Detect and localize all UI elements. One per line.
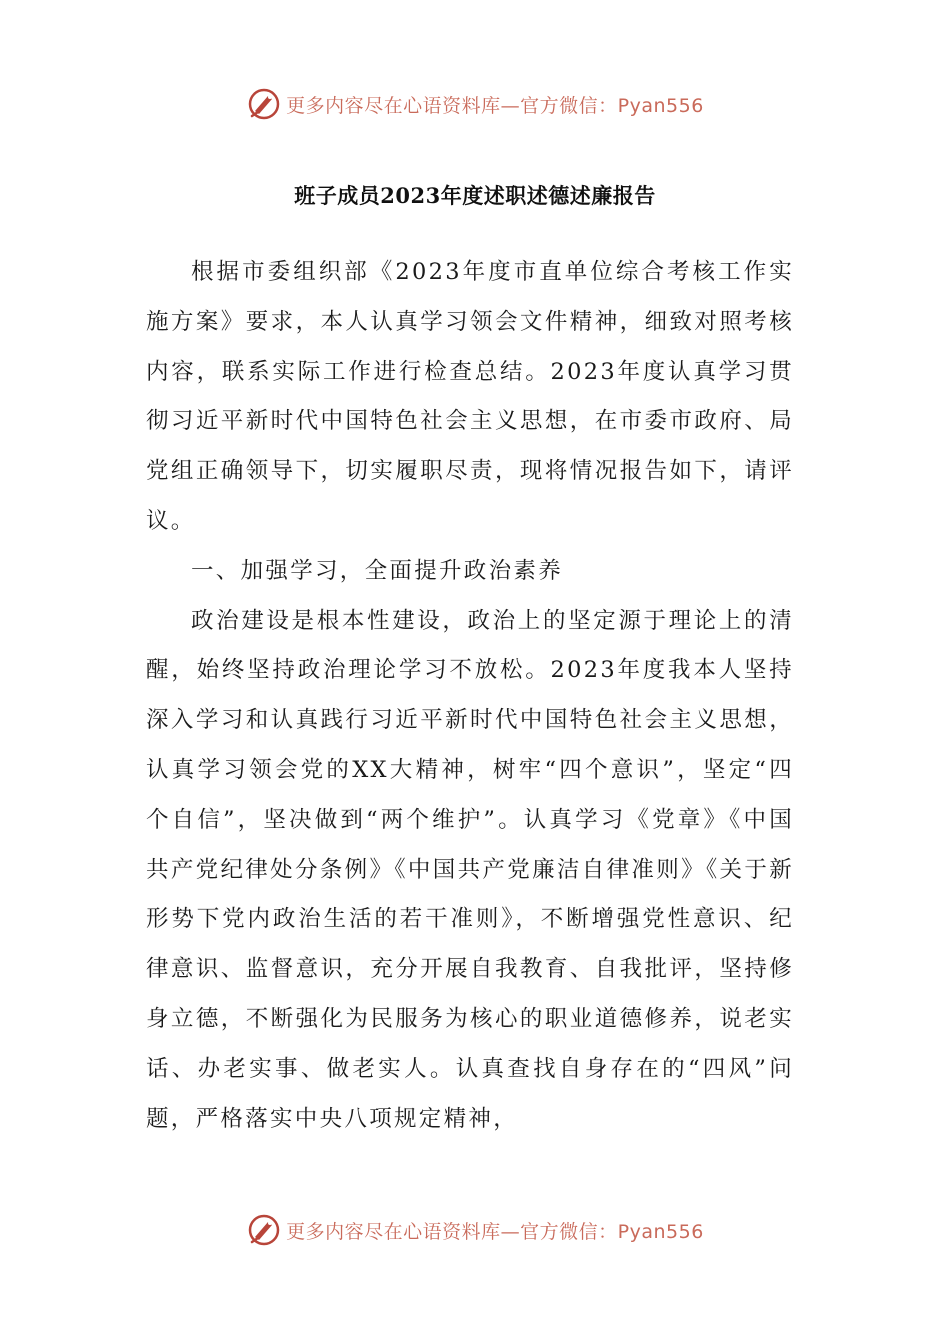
watermark-footer <box>0 1210 950 1250</box>
document-title: 班子成员2023年度述职述德述廉报告 <box>294 183 656 208</box>
watermark-text: 更多内容尽在心语资料库—官方微信：Pyan556 <box>286 1220 704 1243</box>
watermark-text: 更多内容尽在心语资料库—官方微信：Pyan556 <box>286 94 704 117</box>
paragraph-intro: 根据市委组织部《2023年度市直单位综合考核工作实施方案》要求，本人认真学习领会文件精神，细致对照考核内容，联系实际工作进行检查总结。2023年度认真学习贯彻习近平新时代中国特色社会主义思想，在市委市政府、局党组正确领导下，切实履职尽责，现将情况报告如下，请评议。 <box>146 259 794 534</box>
paragraph-section-1: 政治建设是根本性建设，政治上的坚定源于理论上的清醒，始终坚持政治理论学习不放松。2023年度我本人坚持深入学习和认真践行习近平新时代中国特色社会主义思想，认真学习领会党的XX大精神，树牢“四个意识”，坚定“四个自信”，坚决做到“两个维护”。认真学习《党章》《中国共产党纪律处分条例》《中国共产党廉洁自律准则》《关于新形势下党内政治生活的若干准则》，不断增强党性意识、纪律意识、监督意识，充分开展自我教育、自我批评，坚持修身立德，不断强化为民服务为核心的职业道德修养，说老实话、办老实事、做老实人。认真查找自身存在的“四风”问题，严格落实中央八项规定精神， <box>146 607 794 1132</box>
watermark-header <box>0 84 950 124</box>
section-heading-1: 一、加强学习，全面提升政治素养 <box>191 557 564 584</box>
watermark-wechat-id: Pyan556 <box>617 1220 704 1243</box>
watermark-wechat-id: Pyan556 <box>617 94 704 117</box>
pen-logo-icon <box>246 1212 282 1248</box>
document-body <box>146 248 794 1144</box>
pen-logo-icon <box>246 86 282 122</box>
